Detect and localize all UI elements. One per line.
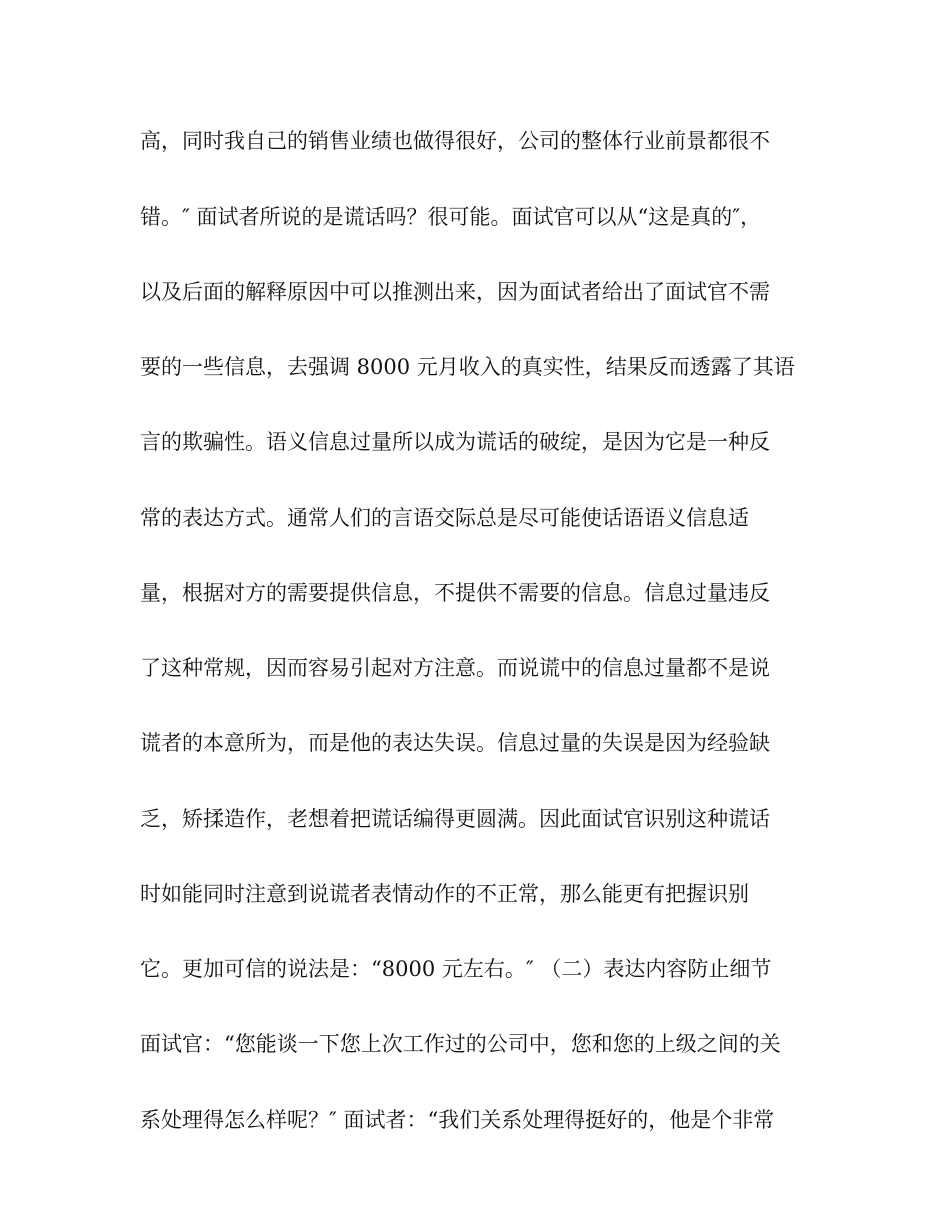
paragraph-line: 高，同时我自己的销售业绩也做得很好，公司的整体行业前景都很不 <box>140 129 770 153</box>
paragraph-line: 言的欺骗性。语义信息过量所以成为谎话的破绽，是因为它是一种反 <box>140 430 770 454</box>
paragraph-line: 错。″ 面试者所说的是谎话吗？很可能。面试官可以从“这是真的″， <box>140 205 762 229</box>
paragraph-line: 乏，矫揉造作，老想着把谎话编得更圆满。因此面试官识别这种谎话 <box>140 807 770 831</box>
paragraph-line: 它。更加可信的说法是：“8000 元左右。″ （二）表达内容防止细节 <box>140 957 772 981</box>
paragraph-line: 了这种常规，因而容易引起对方注意。而说谎中的信息过量都不是说 <box>140 656 770 680</box>
paragraph-line: 时如能同时注意到说谎者表情动作的不正常，那么能更有把握识别 <box>140 882 749 906</box>
paragraph-line: 系处理得怎么样呢？″ 面试者：“我们关系处理得挺好的，他是个非常 <box>140 1108 775 1132</box>
paragraph-line: 要的一些信息，去强调 8000 元月收入的真实性，结果反而透露了其语 <box>140 355 795 379</box>
paragraph-line: 以及后面的解释原因中可以推测出来，因为面试者给出了面试官不需 <box>140 280 770 304</box>
paragraph-line: 谎者的本意所为，而是他的表达失误。信息过量的失误是因为经验缺 <box>140 731 770 755</box>
paragraph-line: 面试官：“您能谈一下您上次工作过的公司中，您和您的上级之间的关 <box>140 1032 781 1056</box>
paragraph-line: 量，根据对方的需要提供信息，不提供不需要的信息。信息过量违反 <box>140 581 770 605</box>
paragraph-line: 常的表达方式。通常人们的言语交际总是尽可能使话语语义信息适 <box>140 506 749 530</box>
